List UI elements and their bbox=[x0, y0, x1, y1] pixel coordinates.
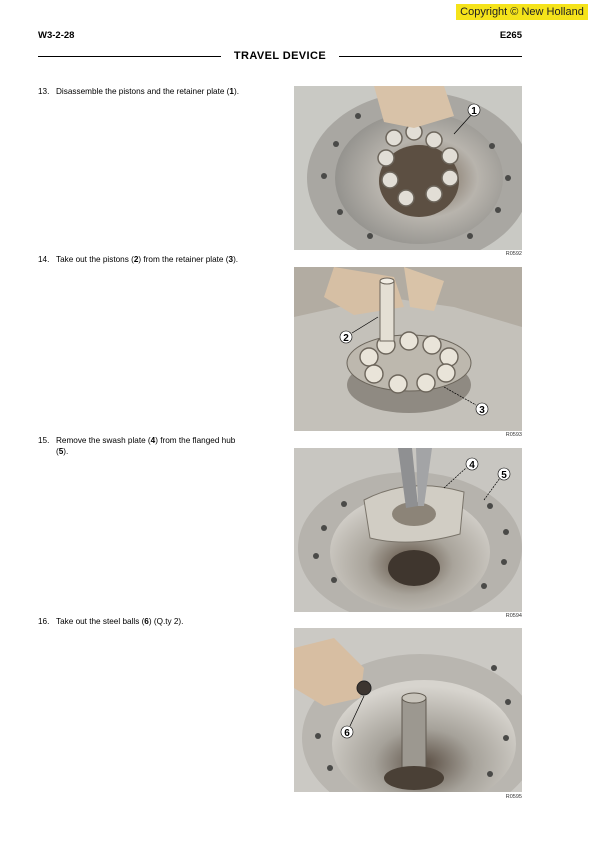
step-13 bbox=[38, 86, 278, 97]
part-ref: 6 bbox=[144, 617, 149, 626]
title-rule-left bbox=[38, 56, 221, 57]
callout-2: 2 bbox=[343, 333, 349, 344]
step-text: Take out the steel balls ( bbox=[56, 617, 145, 626]
photo-ref-code: R0595 bbox=[505, 794, 522, 800]
part-ref: 1 bbox=[229, 87, 234, 96]
step-14 bbox=[38, 254, 278, 265]
step-text: ) (Q.ty 2). bbox=[148, 617, 184, 626]
step-text: ) from the retainer plate ( bbox=[138, 255, 229, 264]
callout-1: 1 bbox=[471, 106, 477, 117]
copyright-badge: Copyright © New Holland bbox=[456, 4, 588, 20]
photo-ref-code: R0594 bbox=[505, 613, 522, 619]
model-code: E265 bbox=[499, 30, 522, 41]
photo-step-16 bbox=[294, 628, 522, 792]
part-ref: 2 bbox=[133, 255, 139, 264]
photo-step-13 bbox=[294, 86, 522, 250]
title-rule-right bbox=[339, 56, 522, 57]
part-ref: 4 bbox=[150, 436, 156, 445]
photo-ref-code: R0593 bbox=[505, 432, 522, 438]
step-text: ) from the flanged hub bbox=[155, 436, 236, 445]
step-number: 16. bbox=[38, 617, 50, 626]
page-code: W3-2-28 bbox=[38, 30, 75, 41]
step-text: ). bbox=[233, 255, 239, 264]
section-title: TRAVEL DEVICE bbox=[233, 50, 327, 62]
step-number: 13. bbox=[38, 87, 50, 96]
callout-4: 4 bbox=[469, 460, 475, 471]
part-ref: 5 bbox=[58, 447, 64, 456]
step-16 bbox=[38, 616, 278, 627]
step-text: Disassemble the pistons and the retainer plate ( bbox=[56, 87, 230, 96]
step-text: Take out the pistons ( bbox=[56, 255, 134, 264]
step-number: 15. bbox=[38, 436, 50, 445]
step-text: ). bbox=[233, 87, 239, 96]
callout-5: 5 bbox=[501, 470, 507, 481]
callout-3: 3 bbox=[479, 405, 485, 416]
photo-ref-code: R0592 bbox=[505, 251, 522, 257]
step-15 bbox=[38, 435, 278, 457]
step-text: Remove the swash plate ( bbox=[56, 436, 151, 445]
callout-6: 6 bbox=[344, 728, 350, 739]
step-text: ). bbox=[63, 447, 69, 456]
part-ref: 3 bbox=[228, 255, 234, 264]
step-text: ( bbox=[56, 447, 59, 456]
photo-step-14 bbox=[294, 267, 522, 431]
step-number: 14. bbox=[38, 255, 50, 264]
photo-step-15 bbox=[294, 448, 522, 612]
